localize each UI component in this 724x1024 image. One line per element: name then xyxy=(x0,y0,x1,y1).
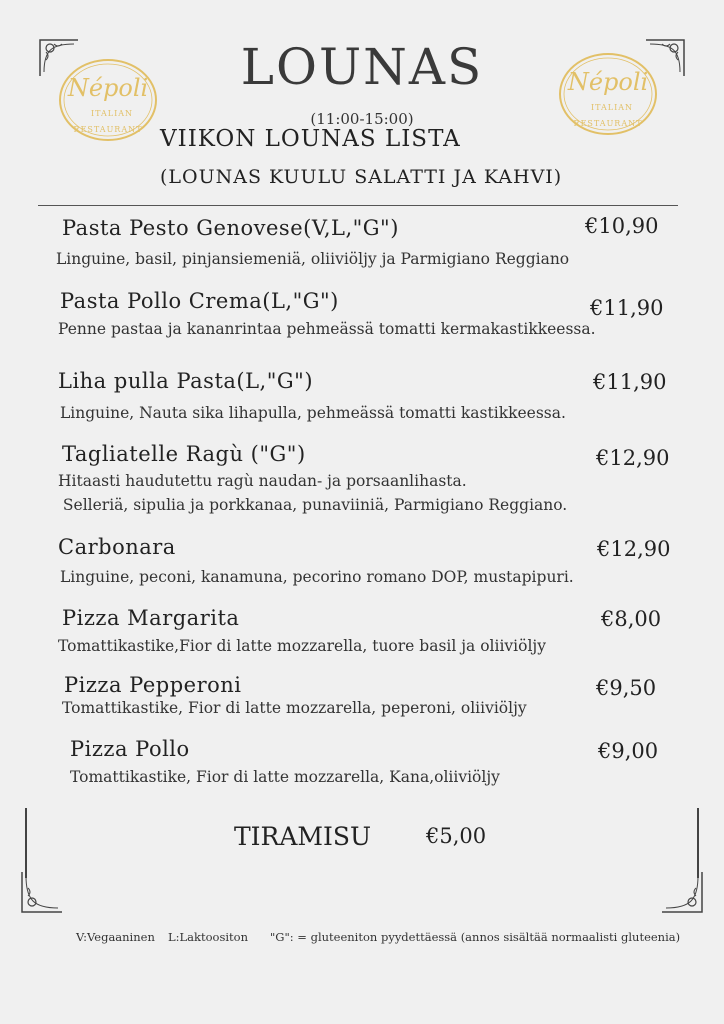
menu-item-description: Penne pastaa ja kananrintaa pehmeässä tomatti kermakastikkeessa. xyxy=(58,320,596,338)
header-divider xyxy=(38,205,678,206)
ornament-bottom-left-icon xyxy=(16,868,66,918)
menu-item-price: €8,00 xyxy=(601,607,662,631)
menu-item-price: €11,90 xyxy=(590,296,664,320)
menu-item-price: €9,00 xyxy=(598,739,659,763)
page-title: LOUNAS xyxy=(240,38,484,96)
menu-item-price: €11,90 xyxy=(593,370,667,394)
dessert-name: TIRAMISU xyxy=(234,822,372,851)
ornament-bottom-right-icon xyxy=(658,868,708,918)
footer-vegan-legend: V:Vegaaninen xyxy=(76,930,155,944)
menu-item-name: Pizza Margarita xyxy=(62,606,240,630)
menu-item-description: Tomattikastike,Fior di latte mozzarella, tuore basil ja oliiviöljy xyxy=(58,637,546,655)
menu-item-description: Linguine, Nauta sika lihapulla, pehmeässä tomatti kastikkeessa. xyxy=(60,404,566,422)
menu-item-name: Carbonara xyxy=(58,535,176,559)
logo-line1: ITALIAN xyxy=(590,103,634,112)
menu-item-description: Linguine, peconi, kanamuna, pecorino romano DOP, mustapipuri. xyxy=(60,568,574,586)
menu-item-description: Hitaasti haudutettu ragù naudan- ja porsaanlihasta. xyxy=(58,472,467,490)
footer-gluten-legend: "G": = gluteeniton pyydettäessä (annos sisältää normaalisti gluteenia) xyxy=(270,930,681,944)
menu-includes-note: (LOUNAS KUULU SALATTI JA KAHVI) xyxy=(160,166,563,188)
dessert-price: €5,00 xyxy=(426,824,487,848)
menu-item-description: Tomattikastike, Fior di latte mozzarella, peperoni, oliiviöljy xyxy=(62,699,527,717)
menu-item-price: €12,90 xyxy=(597,537,671,561)
menu-item-name: Liha pulla Pasta(L,"G") xyxy=(58,369,314,393)
menu-item-description: Tomattikastike, Fior di latte mozzarella, Kana,oliiviöljy xyxy=(70,768,500,786)
logo-line1: ITALIAN xyxy=(90,109,134,118)
logo-name: Népoli xyxy=(567,68,649,96)
menu-item-description: Linguine, basil, pinjansiemeniä, oliiviöljy ja Parmigiano Reggiano xyxy=(56,250,570,268)
menu-item-price: €10,90 xyxy=(585,214,659,238)
menu-item-description: Selleriä, sipulia ja porkkanaa, punaviiniä, Parmigiano Reggiano. xyxy=(58,496,568,514)
logo-name: Népoli xyxy=(67,74,149,102)
menu-item-price: €9,50 xyxy=(596,676,657,700)
logo-line2: RESTAURANT xyxy=(73,125,143,134)
menu-item-name: Pasta Pollo Crema(L,"G") xyxy=(60,289,339,313)
menu-item-name: Pizza Pollo xyxy=(70,737,190,761)
logo-line2: RESTAURANT xyxy=(573,119,643,128)
menu-item-name: Pasta Pesto Genovese(V,L,"G") xyxy=(62,216,399,240)
menu-item-name: Tagliatelle Ragù ("G") xyxy=(62,442,306,466)
menu-item-name: Pizza Pepperoni xyxy=(64,673,242,697)
menu-item-price: €12,90 xyxy=(596,446,670,470)
menu-subtitle: VIIKON LOUNAS LISTA xyxy=(160,126,461,152)
footer-lactose-legend: L:Laktoositon xyxy=(168,930,248,944)
opening-hours: (11:00-15:00) xyxy=(310,110,414,128)
